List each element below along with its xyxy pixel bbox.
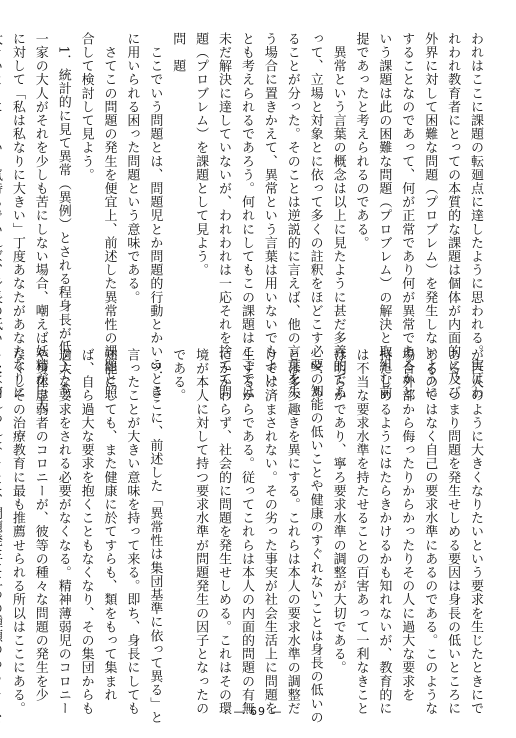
upper-text-block: われはここに課題の転廻点に達したように思われる。実はわ れわれ教育者にとっての本質的な課題は個体が内面的に及び 外界に対して困難な問題（プロブレム）を発生しないように することなのであって、何が正常であり何が異常であるかと いう課題は此の困難な問題（プロブレム）の解決と取組む前 提であったと考えられるのである。 異常という言葉の概念は以上に見たように甚だ多義的であ って、立場と対象とに依って多くの註釈をほどこす必要のあ ることが分った。そのことは逆説的に言えば、他の言葉を失 う場合に置きかえて、異常という言葉は用いないでもよい とも考えられるであろう。何れにしてもこの課題はここでは 未だ解決に達していないが、われわれは一応それを捨てて問 題（プロブレム）を課題として見よう。 問 題 ここでいう問題とは、問題児とか問題的行動とかいうとき に用いられる困った問題という意味である。 さてこの問題の発生を便宜上、前述した異常性の課題と照 合して検討して見よう。 1．統計的に見て異常（異例）とされる程身長が低くても、 一家の大人がそれを少しも苦にしない場合、嘲えば妖精が巨人 に対して「私は私なりに大きい」丁度あなたがあなたなりに (9, 32, 483, 413)
page-number: — 69 — (233, 705, 283, 718)
lower-text-block: が巨人のように大きくなりたいという要求を生じたときにで ある。つまり問題を発生せしめる要因は身長の低いところに あるのではなく自己の要求水準にあるのである。このような 場合外部から侮ったりからかったりその人に過大な要求を 持たしめるようにはたらきかけるかも知れないが、教育的に は不当な要求水準を持たせることの百害あって一利なきこと は明らかであり、寧ろ要求水準の調整が大切である。 2．知能の低いことや健康のすぐれないことは身長の低いの とは多少趣きを異にする。これらは本人の要求水準の調整だ けでは済まされない。その劣った事実が社会生活上に問題を 生ずるからである。従ってこれらは本人の内面的問題の有無 にかかわらず、社会的に問題を発生せしめる。これはその環 境が本人に対して持つ要求水準が問題発生の因子となったの である。 3．ここに、前述した「異常性は集団基準に依って異る」と 言ったことが大きい意味を持って来る。即ち、身長にしても 知能にしても、また健康に於てすらも、類をもって集まれ ば、自ら過大な要求を抱くこともなくなり、その集団からも 過大な要求をされる必要がなくなる。精神薄弱児のコロニー や身体虚弱者のコロニーが、彼等の種々な問題の発生を少 なくしその治療教育に最も推薦せられる所以はここにある。 (9, 348, 483, 725)
